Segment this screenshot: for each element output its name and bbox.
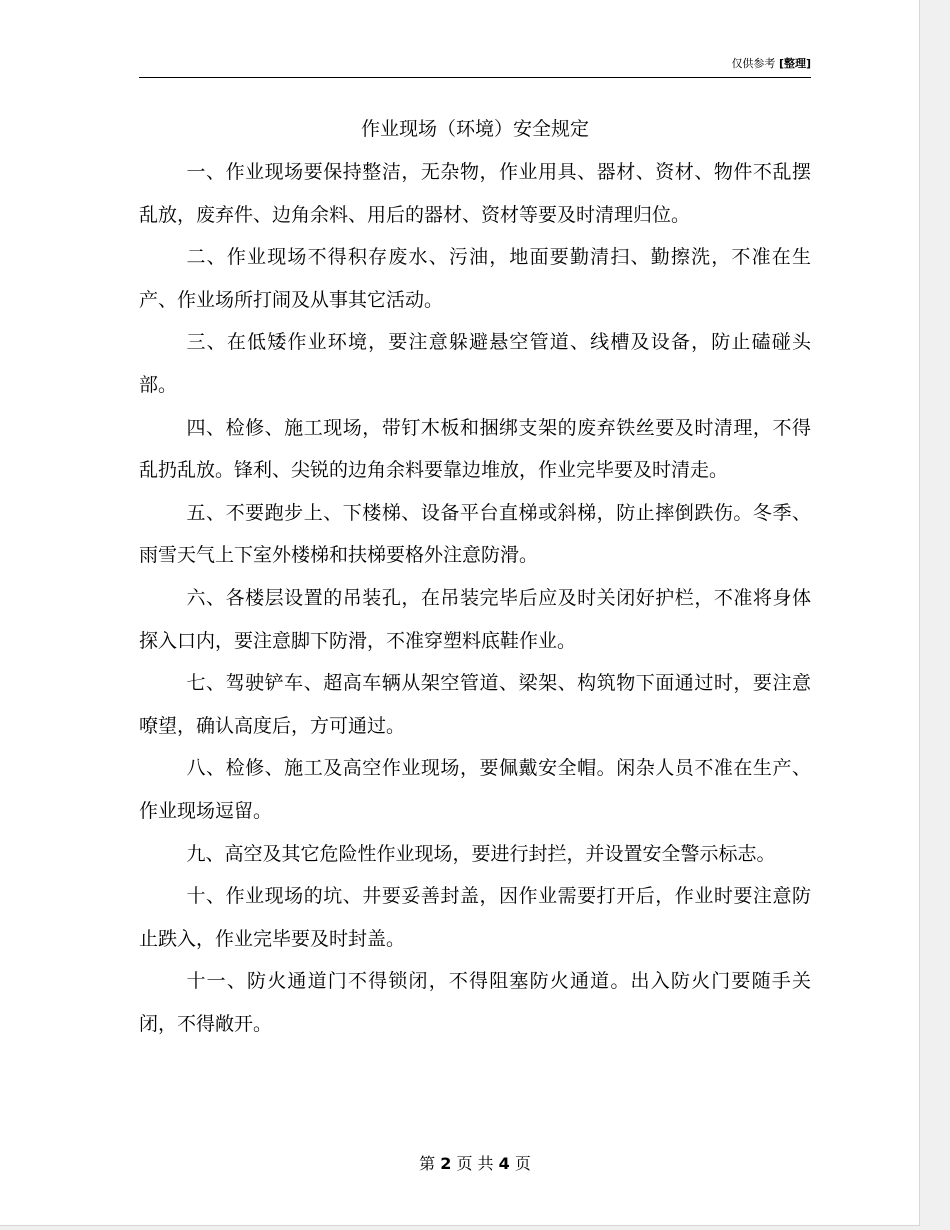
document-body [139,151,811,1045]
paragraph-2: 二、作业现场不得积存废水、污油，地面要勤清扫、勤擦洗，不准在生产、作业场所打闹及从事其它活动。 [139,246,811,311]
footer-suffix: 页 [514,1154,531,1173]
page-header [139,55,811,78]
header-text [731,56,811,72]
paragraph-9: 九、高空及其它危险性作业现场，要进行封拦，并设置安全警示标志。 [186,842,776,865]
paragraph-5: 五、不要跑步上、下楼梯、设备平台直梯或斜梯，防止摔倒跌伤。冬季、雨雪天气上下室外楼梯和扶梯要格外注意防滑。 [139,501,811,567]
paragraph-1: 一、作业现场要保持整洁，无杂物，作业用具、器材、资材、物件不乱摆乱放，废弃件、边角余料、用后的器材、资材等要及时清理归位。 [139,161,811,226]
footer-current-page: 2 [440,1154,452,1173]
paragraph-10: 十、作业现场的坑、井要妥善封盖，因作业需要打开后，作业时要注意防止跌入，作业完毕要及时封盖。 [139,885,811,950]
paragraph-7: 七、驾驶铲车、超高车辆从架空管道、梁架、构筑物下面通过时，要注意嘹望，确认高度后，方可通过。 [139,672,811,737]
document-title: 作业现场（环境）安全规定 [360,118,589,140]
page-footer [139,1152,811,1176]
footer-middle: 页 共 [456,1154,494,1173]
footer-total-pages: 4 [498,1154,510,1173]
header-tag: [整理] [778,57,811,70]
paragraph-4: 四、检修、施工现场，带钉木板和捆绑支架的废弃铁丝要及时清理，不得乱扔乱放。锋利、尖锐的边角余料要靠边堆放，作业完毕要及时清走。 [139,416,811,482]
footer-prefix: 第 [419,1154,436,1173]
header-label: 仅供参考 [731,57,776,70]
paragraph-8: 八、检修、施工及高空作业现场，要佩戴安全帽。闲杂人员不准在生产、作业现场逗留。 [139,757,811,822]
paragraph-11: 十一、防火通道门不得锁闭，不得阻塞防火通道。出入防火门要随手关闭，不得敞开。 [139,970,811,1035]
paragraph-6: 六、各楼层设置的吊装孔，在吊装完毕后应及时关闭好护栏，不准将身体探入口内，要注意脚下防滑，不准穿塑料底鞋作业。 [139,586,811,652]
paragraph-3: 三、在低矮作业环境，要注意躲避悬空管道、线槽及设备，防止磕碰头部。 [139,331,811,396]
